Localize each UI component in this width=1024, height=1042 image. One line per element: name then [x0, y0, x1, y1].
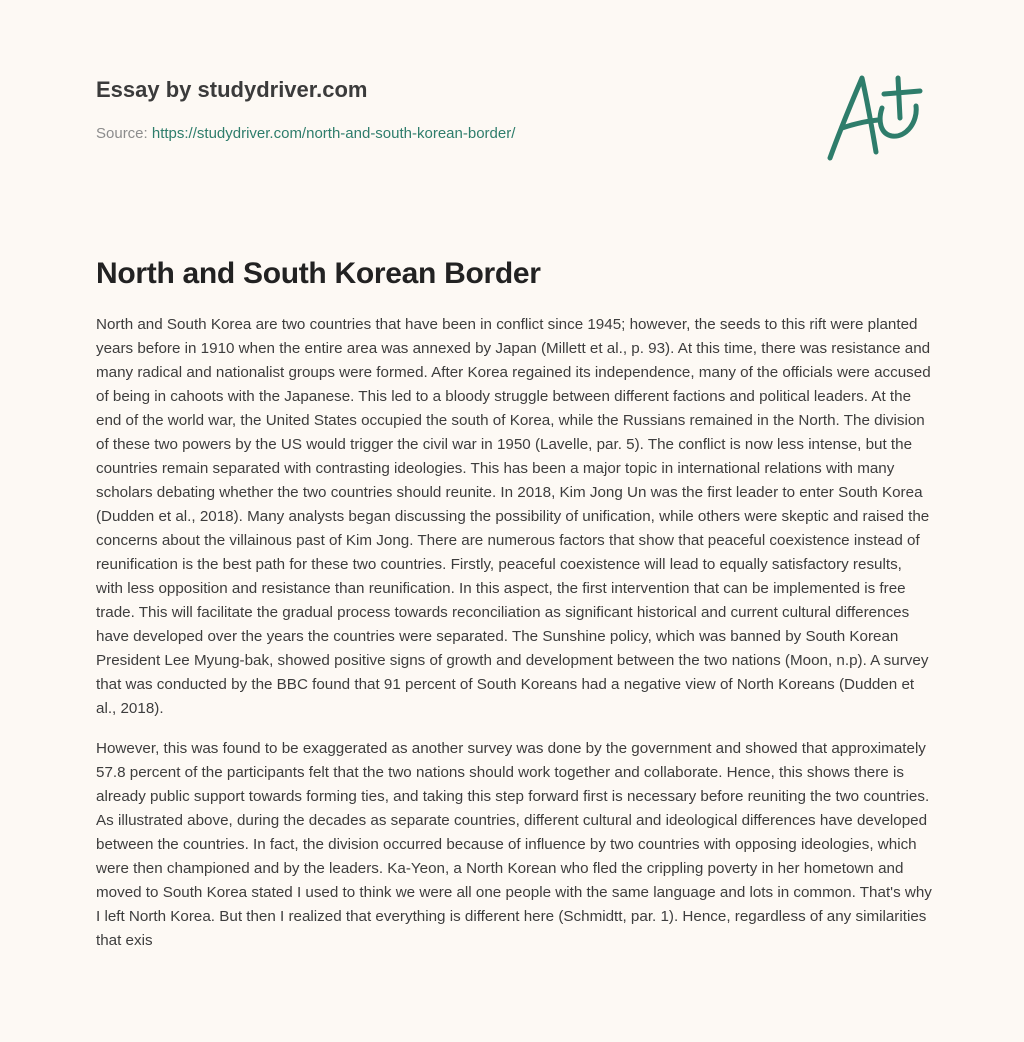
source-link[interactable]: https://studydriver.com/north-and-south-korean-border/ — [151, 125, 516, 142]
a-plus-logo-icon — [820, 66, 930, 166]
essay-body — [96, 313, 932, 969]
essay-title: North and South Korean Border — [96, 257, 541, 290]
source-line — [96, 124, 515, 144]
essay-paragraph-2: However, this was found to be exaggerated as another survey was done by the government and showed that approximately 57.8 percent of the participants felt that the two nations should work together and collaborate. Hence, this shows there is already public support towards forming ties, and taking this step forward first is necessary before reuniting the two countries. As illustrated above, during the decades as separate countries, different cultural and ideological differences have developed between the countries. In fact, the division occurred because of influence by two countries with opposing ideologies, which were then championed and by the leaders. Ka-Yeon, a North Korean who fled the crippling poverty in her hometown and moved to South Korea stated I used to think we were all one people with the same language and lots in common. That's why I left North Korea. But then I realized that everything is different here (Schmidtt, par. 1). Hence, regardless of any similarities that exis — [96, 740, 932, 949]
site-brand: Essay by studydriver.com — [96, 77, 368, 102]
source-label: Source: — [96, 125, 148, 142]
essay-paragraph-1: North and South Korea are two countries that have been in conflict since 1945; however, the seeds to this rift were planted years before in 1910 when the entire area was annexed by Japan (Millett et al., p. 93). At this time, there was resistance and many radical and nationalist groups were formed. After Korea regained its independence, many of the officials were accused of being in cahoots with the Japanese. This led to a bloody struggle between different factions and political leaders. At the end of the world war, the United States occupied the south of Korea, while the Russians remained in the North. The division of these two powers by the US would trigger the civil war in 1950 (Lavelle, par. 5). The conflict is now less intense, but the countries remain separated with contrasting ideologies. This has been a major topic in international relations with many scholars debating whether the two countries should reunite. In 2018, Kim Jong Un was the first leader to enter South Korea (Dudden et al., 2018). Many analysts began discussing the possibility of unification, while others were skeptic and raised the concerns about the villainous past of Kim Jong. There are numerous factors that show that peaceful coexistence instead of reunification is the best path for these two countries. Firstly, peaceful coexistence will lead to equally satisfactory results, with less opposition and resistance than reunification. In this aspect, the first intervention that can be implemented is free trade. This will facilitate the gradual process towards reconciliation as significant historical and current cultural differences have developed over the years the countries were separated. The Sunshine policy, which was banned by South Korean President Lee Myung-bak, showed positive signs of growth and development between the two nations (Moon, n.p). A survey that was conducted by the BBC found that 91 percent of South Koreans had a negative view of North Koreans (Dudden et al., 2018). — [96, 316, 931, 717]
